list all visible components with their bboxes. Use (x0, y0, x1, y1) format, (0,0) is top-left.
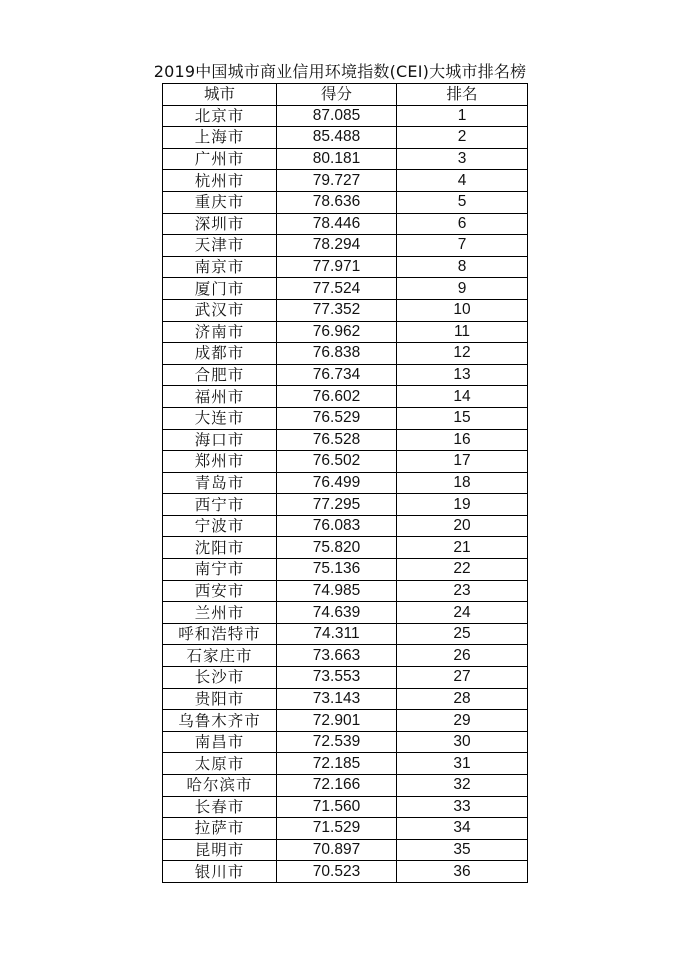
rank-cell: 2 (397, 127, 528, 149)
table-row (163, 343, 528, 365)
rank-cell: 21 (397, 537, 528, 559)
rank-cell: 35 (397, 839, 528, 861)
table-row (163, 731, 528, 753)
score-cell: 76.734 (277, 364, 397, 386)
score-cell: 76.499 (277, 472, 397, 494)
score-cell: 77.971 (277, 256, 397, 278)
table-row (163, 127, 528, 149)
table-row (163, 494, 528, 516)
rank-cell: 28 (397, 688, 528, 710)
score-cell: 77.524 (277, 278, 397, 300)
city-cell: 深圳市 (163, 213, 277, 235)
table-row (163, 213, 528, 235)
rank-cell: 4 (397, 170, 528, 192)
score-cell: 74.985 (277, 580, 397, 602)
rank-cell: 9 (397, 278, 528, 300)
city-cell: 成都市 (163, 343, 277, 365)
rank-cell: 25 (397, 623, 528, 645)
city-cell: 厦门市 (163, 278, 277, 300)
rank-cell: 34 (397, 818, 528, 840)
score-cell: 74.311 (277, 623, 397, 645)
city-cell: 银川市 (163, 861, 277, 883)
table-row (163, 688, 528, 710)
city-cell: 哈尔滨市 (163, 775, 277, 797)
rank-cell: 15 (397, 407, 528, 429)
city-cell: 宁波市 (163, 515, 277, 537)
table-row (163, 148, 528, 170)
table-row (163, 191, 528, 213)
score-cell: 78.294 (277, 235, 397, 257)
city-cell: 福州市 (163, 386, 277, 408)
score-cell: 70.897 (277, 839, 397, 861)
rank-cell: 36 (397, 861, 528, 883)
column-header-rank: 排名 (397, 84, 528, 106)
rank-cell: 12 (397, 343, 528, 365)
city-cell: 长春市 (163, 796, 277, 818)
table-row (163, 256, 528, 278)
score-cell: 77.295 (277, 494, 397, 516)
table-row (163, 105, 528, 127)
rank-cell: 7 (397, 235, 528, 257)
table-row (163, 321, 528, 343)
table-row (163, 472, 528, 494)
rank-cell: 22 (397, 559, 528, 581)
table-row (163, 796, 528, 818)
rank-cell: 26 (397, 645, 528, 667)
city-cell: 呼和浩特市 (163, 623, 277, 645)
city-cell: 北京市 (163, 105, 277, 127)
city-cell: 西宁市 (163, 494, 277, 516)
rank-cell: 30 (397, 731, 528, 753)
city-cell: 南昌市 (163, 731, 277, 753)
rank-cell: 31 (397, 753, 528, 775)
table-body (163, 105, 528, 882)
rank-cell: 29 (397, 710, 528, 732)
rank-cell: 20 (397, 515, 528, 537)
rank-cell: 6 (397, 213, 528, 235)
table-row (163, 861, 528, 883)
rank-cell: 1 (397, 105, 528, 127)
table-row (163, 775, 528, 797)
city-cell: 青岛市 (163, 472, 277, 494)
score-cell: 72.901 (277, 710, 397, 732)
city-cell: 合肥市 (163, 364, 277, 386)
table-row (163, 645, 528, 667)
city-cell: 南宁市 (163, 559, 277, 581)
table-row (163, 451, 528, 473)
rank-cell: 8 (397, 256, 528, 278)
city-cell: 乌鲁木齐市 (163, 710, 277, 732)
city-cell: 长沙市 (163, 667, 277, 689)
rank-cell: 14 (397, 386, 528, 408)
table-row (163, 559, 528, 581)
score-cell: 73.143 (277, 688, 397, 710)
table-row (163, 818, 528, 840)
score-cell: 73.553 (277, 667, 397, 689)
table-row (163, 839, 528, 861)
table-row (163, 753, 528, 775)
city-cell: 贵阳市 (163, 688, 277, 710)
rank-cell: 3 (397, 148, 528, 170)
city-cell: 兰州市 (163, 602, 277, 624)
table-row (163, 667, 528, 689)
score-cell: 76.962 (277, 321, 397, 343)
rank-cell: 18 (397, 472, 528, 494)
score-cell: 74.639 (277, 602, 397, 624)
score-cell: 75.136 (277, 559, 397, 581)
score-cell: 76.083 (277, 515, 397, 537)
city-cell: 太原市 (163, 753, 277, 775)
table-row (163, 602, 528, 624)
city-cell: 天津市 (163, 235, 277, 257)
city-cell: 重庆市 (163, 191, 277, 213)
rank-cell: 16 (397, 429, 528, 451)
city-cell: 海口市 (163, 429, 277, 451)
rank-cell: 13 (397, 364, 528, 386)
city-cell: 沈阳市 (163, 537, 277, 559)
score-cell: 72.166 (277, 775, 397, 797)
rank-cell: 27 (397, 667, 528, 689)
score-cell: 71.529 (277, 818, 397, 840)
table-row (163, 278, 528, 300)
table-row (163, 580, 528, 602)
table-row (163, 515, 528, 537)
score-cell: 87.085 (277, 105, 397, 127)
column-header-city: 城市 (163, 84, 277, 106)
table-row (163, 364, 528, 386)
score-cell: 77.352 (277, 299, 397, 321)
table-row (163, 623, 528, 645)
rank-cell: 17 (397, 451, 528, 473)
score-cell: 78.446 (277, 213, 397, 235)
city-cell: 上海市 (163, 127, 277, 149)
score-cell: 78.636 (277, 191, 397, 213)
city-cell: 拉萨市 (163, 818, 277, 840)
score-cell: 71.560 (277, 796, 397, 818)
rank-cell: 23 (397, 580, 528, 602)
city-cell: 杭州市 (163, 170, 277, 192)
score-cell: 75.820 (277, 537, 397, 559)
city-cell: 武汉市 (163, 299, 277, 321)
table-row (163, 710, 528, 732)
city-cell: 大连市 (163, 407, 277, 429)
table-row (163, 407, 528, 429)
score-cell: 72.185 (277, 753, 397, 775)
score-cell: 73.663 (277, 645, 397, 667)
table-row (163, 429, 528, 451)
ranking-table (162, 83, 528, 883)
score-cell: 76.529 (277, 407, 397, 429)
city-cell: 郑州市 (163, 451, 277, 473)
rank-cell: 19 (397, 494, 528, 516)
table-row (163, 386, 528, 408)
score-cell: 76.528 (277, 429, 397, 451)
table-row (163, 537, 528, 559)
score-cell: 85.488 (277, 127, 397, 149)
score-cell: 76.838 (277, 343, 397, 365)
rank-cell: 24 (397, 602, 528, 624)
table-header-row (163, 84, 528, 106)
rank-cell: 10 (397, 299, 528, 321)
rank-cell: 11 (397, 321, 528, 343)
city-cell: 西安市 (163, 580, 277, 602)
page-title: 2019中国城市商业信用环境指数(CEI)大城市排名榜 (153, 62, 527, 81)
score-cell: 76.502 (277, 451, 397, 473)
score-cell: 80.181 (277, 148, 397, 170)
score-cell: 70.523 (277, 861, 397, 883)
rank-cell: 33 (397, 796, 528, 818)
score-cell: 79.727 (277, 170, 397, 192)
table-row (163, 299, 528, 321)
city-cell: 石家庄市 (163, 645, 277, 667)
score-cell: 76.602 (277, 386, 397, 408)
table-row (163, 235, 528, 257)
rank-cell: 5 (397, 191, 528, 213)
city-cell: 济南市 (163, 321, 277, 343)
score-cell: 72.539 (277, 731, 397, 753)
rank-cell: 32 (397, 775, 528, 797)
city-cell: 南京市 (163, 256, 277, 278)
table-row (163, 170, 528, 192)
column-header-score: 得分 (277, 84, 397, 106)
city-cell: 昆明市 (163, 839, 277, 861)
city-cell: 广州市 (163, 148, 277, 170)
